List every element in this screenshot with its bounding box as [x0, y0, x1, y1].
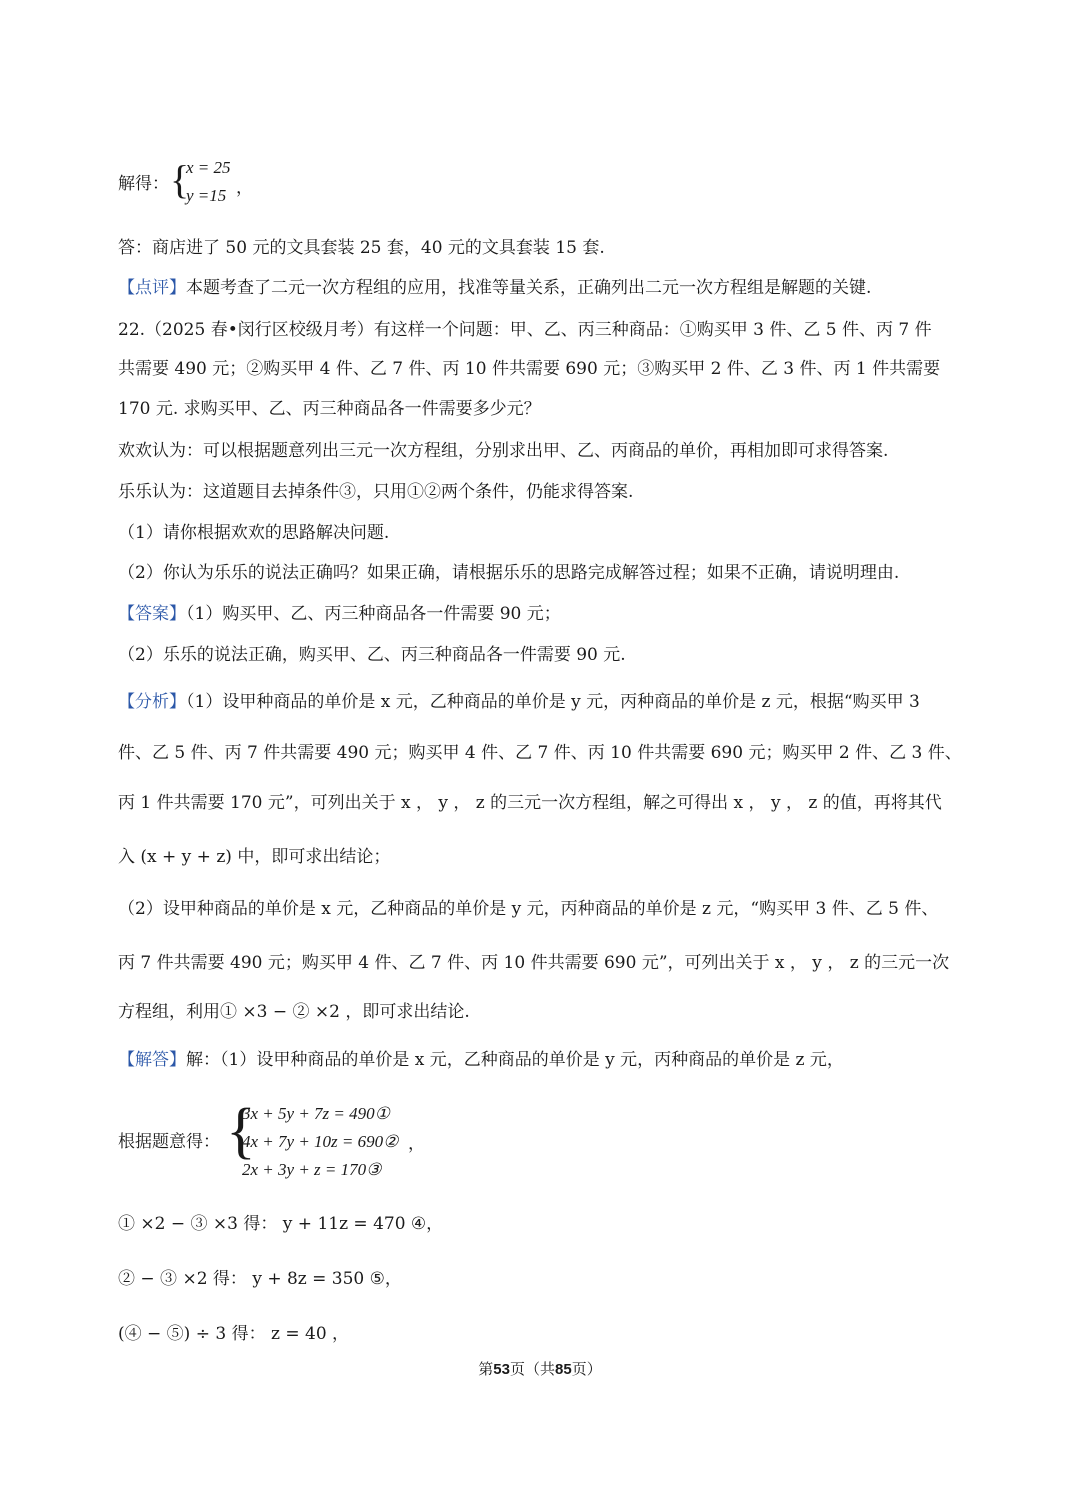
footer-suffix: 页） — [571, 1360, 602, 1378]
step-2: ② − ③ ×2 得： y + 8z = 350 ⑤， — [118, 1269, 402, 1289]
solution-text-1: 解：（1）设甲种商品的单价是 x 元，乙种商品的单价是 y 元，丙种商品的单价是 z 元， — [186, 1050, 844, 1070]
question-22-line-3: 170 元. 求购买甲、乙、丙三种商品各一件需要多少元？ — [118, 399, 541, 419]
system-tail: ， — [408, 1134, 425, 1154]
footer-page-number: 53 — [493, 1361, 510, 1378]
footer-total-pages: 85 — [555, 1361, 572, 1378]
solve-label: 解得： — [118, 174, 169, 194]
analysis-line-4: 入 (x + y + z) 中，即可求出结论； — [118, 847, 391, 867]
analysis-line-5: （2）设甲种商品的单价是 x 元，乙种商品的单价是 y 元，丙种商品的单价是 z 元，“购买甲 3 件、乙 5 件、 — [118, 899, 939, 919]
system-eq-1: 3x + 5y + 7z = 490① — [242, 1104, 390, 1123]
solve-eq-y: y =15 — [186, 186, 227, 205]
analysis-text-1: （1）设甲种商品的单价是 x 元，乙种商品的单价是 y 元，丙种商品的单价是 z 元，根据“购买甲 3 — [186, 692, 920, 712]
system-eq-2: 4x + 7y + 10z = 690② — [242, 1132, 399, 1151]
question-22-line-2: 共需要 490 元；②购买甲 4 件、乙 7 件、丙 10 件共需要 690 元；③购买甲 2 件、乙 3 件、丙 1 件共需要 — [118, 359, 941, 379]
answer-tag: 【答案】 — [118, 604, 186, 624]
review-tag: 【点评】 — [118, 278, 186, 298]
question-22-line-1: 22.（2025 春•闵行区校级月考）有这样一个问题：甲、乙、丙三种商品：①购买甲 3 件、乙 5 件、丙 7 件 — [118, 320, 932, 340]
analysis-line-3: 丙 1 件共需要 170 元”，可列出关于 x ， y ， z 的三元一次方程组，解之可得出 x ， y ， z 的值，再将其代 — [118, 793, 942, 813]
analysis-tag: 【分析】 — [118, 692, 186, 712]
analysis-line-1 — [118, 690, 920, 714]
analysis-line-6: 丙 7 件共需要 490 元；购买甲 4 件、乙 7 件、丙 10 件共需要 690 元”，可列出关于 x ， y ， z 的三元一次 — [118, 953, 950, 973]
answer-text-1: （1）购买甲、乙、丙三种商品各一件需要 90 元； — [186, 604, 561, 624]
review-text: 本题考查了二元一次方程组的应用，找准等量关系，正确列出二元一次方程组是解题的关键. — [186, 278, 872, 298]
answer-line-1 — [118, 602, 561, 626]
question-22-line-5: 乐乐认为：这道题目去掉条件③，只用①②两个条件，仍能求得答案. — [118, 482, 634, 502]
analysis-line-7: 方程组，利用① ×3 − ② ×2 ，即可求出结论. — [118, 1002, 470, 1022]
brace-symbol-large: { — [226, 1097, 256, 1165]
step-1: ① ×2 − ③ ×3 得： y + 11z = 470 ④， — [118, 1214, 444, 1234]
brace-symbol: { — [170, 157, 190, 202]
solve-tail: ， — [236, 178, 253, 198]
solution-tag: 【解答】 — [118, 1050, 186, 1070]
footer-prefix: 第 — [478, 1360, 494, 1378]
review-line — [118, 276, 871, 300]
answer-previous: 答：商店进了 50 元的文具套装 25 套，40 元的文具套装 15 套. — [118, 238, 605, 258]
question-22-line-4: 欢欢认为：可以根据题意列出三元一次方程组，分别求出甲、乙、丙商品的单价，再相加即可求得答案. — [118, 441, 889, 461]
page-footer — [0, 1358, 1080, 1379]
analysis-line-2: 件、乙 5 件、丙 7 件共需要 490 元；购买甲 4 件、乙 7 件、丙 10 件共需要 690 元；购买甲 2 件、乙 3 件、 — [118, 743, 962, 763]
question-22-line-7: （2）你认为乐乐的说法正确吗？如果正确，请根据乐乐的思路完成解答过程；如果不正确，请说明理由. — [118, 563, 900, 583]
step-3: (④ − ⑤) ÷ 3 得： z = 40 ， — [118, 1324, 350, 1344]
system-label: 根据题意得： — [118, 1132, 220, 1152]
solution-line-1 — [118, 1048, 844, 1072]
answer-line-2: （2）乐乐的说法正确，购买甲、乙、丙三种商品各一件需要 90 元. — [118, 645, 626, 665]
footer-middle: 页（共 — [509, 1360, 555, 1378]
system-eq-3: 2x + 3y + z = 170③ — [242, 1160, 382, 1179]
solve-eq-x: x = 25 — [186, 158, 231, 177]
question-22-line-6: （1）请你根据欢欢的思路解决问题. — [118, 523, 390, 543]
